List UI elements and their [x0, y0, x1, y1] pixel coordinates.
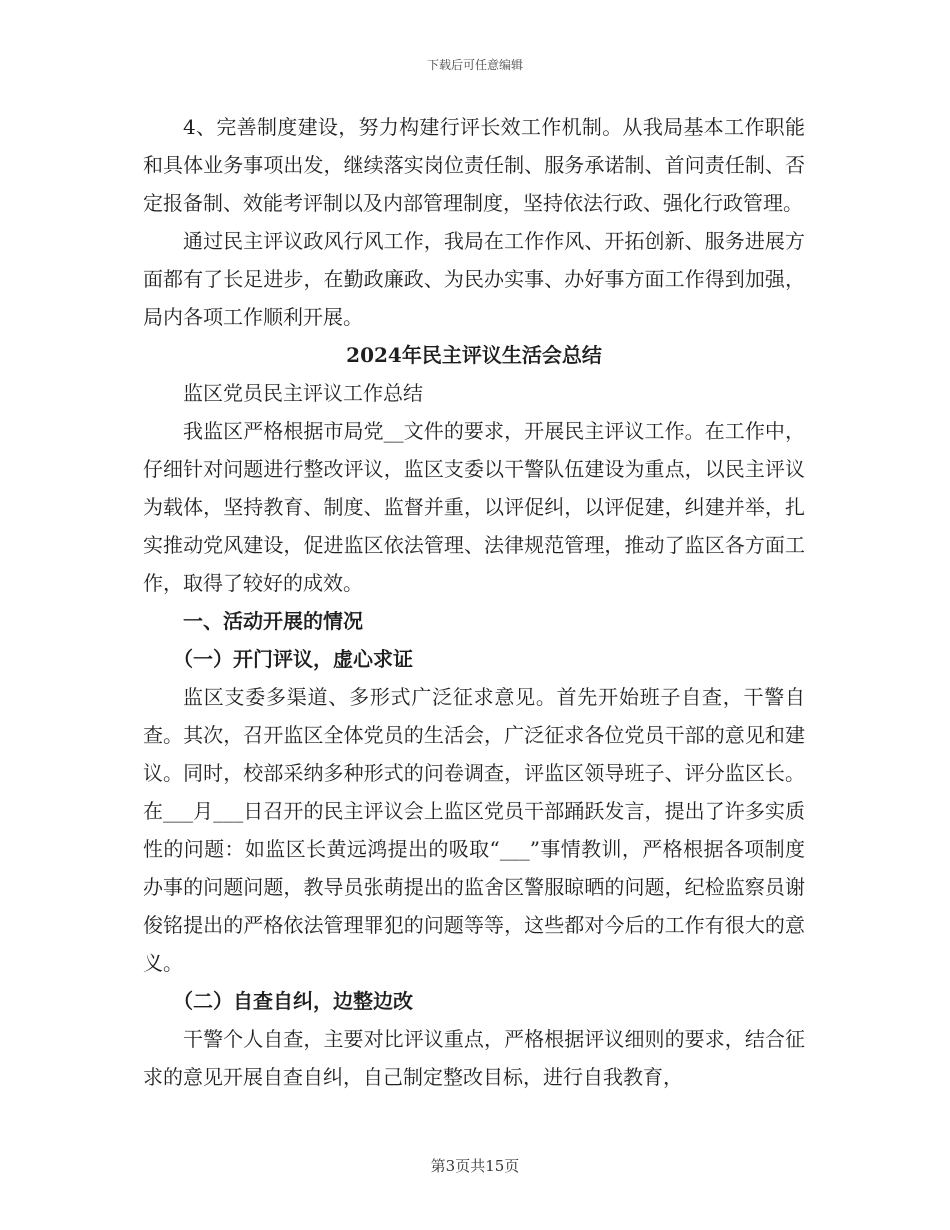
paragraph-intro: 我监区严格根据市局党__文件的要求，开展民主评议工作。在工作中，仔细针对问题进行整改评议，监区支委以干警队伍建设为重点，以民主评议为载体，坚持教育、制度、监督并重，以评促纠，以评促建，纠建并举，扎实推动党风建设，促进监区依法管理、法律规范管理，推动了监区各方面工作，取得了较好的成效。: [143, 419, 805, 595]
paragraph-open-review: 监区支委多渠道、多形式广泛征求意见。首先开始班子自查，干警自查。其次，召开监区全体党员的生活会，广泛征求各位党员干部的意见和建议。同时，校部采纳多种形式的问卷调查，评监区领导班子、评分监区长。在___月___日召开的民主评议会上监区党员干部踊跃发言，提出了许多实质性的问题：如监区长黄远鸿提出的吸取“___”事情教训，严格根据各项制度办事的问题问题，教导员张萌提出的监舍区警服晾晒的问题，纪检监察员谢俊铭提出的严格依法管理罪犯的问题等等，这些都对今后的工作有很大的意义。: [143, 685, 805, 975]
paragraph-institution-building: 4、完善制度建设，努力构建行评长效工作机制。从我局基本工作职能和具体业务事项出发，继续落实岗位责任制、服务承诺制、首问责任制、否定报备制、效能考评制以及内部管理制度，坚持依法行政、强化行政管理。: [143, 115, 805, 215]
subsection-heading-self-check: （二）自查自纠，边整边改: [173, 989, 413, 1013]
paragraph-subtitle: 监区党员民主评议工作总结: [183, 381, 423, 405]
paragraph-self-check: 干警个人自查，主要对比评议重点，严格根据评议细则的要求，结合征求的意见开展自查自纠，自己制定整改目标，进行自我教育，: [143, 1027, 805, 1089]
page-number: 第3页共15页: [430, 1157, 520, 1175]
document-body: [143, 108, 805, 1096]
subsection-heading-open-review: （一）开门评议，虚心求证: [173, 647, 413, 671]
header-note: 下载后可任意编辑: [426, 58, 523, 72]
paragraph-evaluation-results: 通过民主评议政风行风工作，我局在工作作风、开拓创新、服务进展方面都有了长足进步，在勤政廉政、为民办实事、办好事方面工作得到加强，局内各项工作顺利开展。: [143, 229, 805, 329]
section-heading-activities: 一、活动开展的情况: [183, 609, 363, 633]
document-title: 2024年民主评议生活会总结: [346, 343, 602, 367]
